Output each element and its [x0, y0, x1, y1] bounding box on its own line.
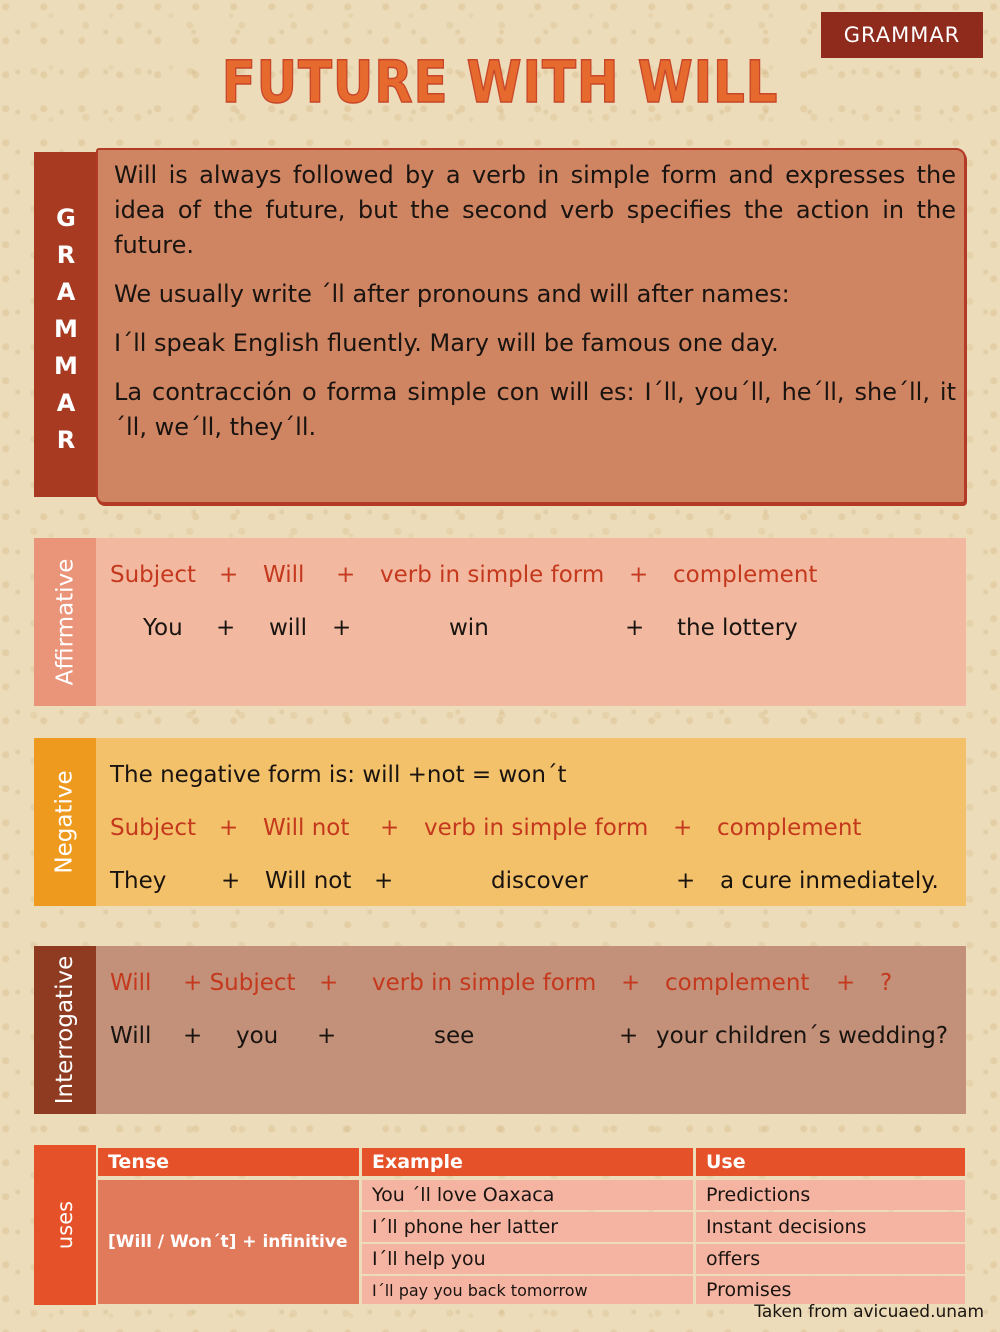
structure-term: complement [665, 970, 810, 996]
negative-label: Negative [52, 770, 79, 874]
table-cell-example: I´ll phone her latter [362, 1212, 693, 1242]
side-letter: G [56, 204, 76, 232]
plus-sign: + [183, 1023, 203, 1049]
grammar-paragraph: Will is always followed by a verb in simple form and expresses the idea of the future, but the second verb specifies the action in the future. [114, 161, 956, 259]
table-cell-use: Predictions [696, 1180, 965, 1210]
plus-sign: + [619, 1023, 639, 1049]
table-cell-example: I´ll help you [362, 1244, 693, 1274]
negative-note: The negative form is: will +not = won´t [110, 762, 567, 788]
plus-sign: + [216, 615, 236, 641]
plus-sign: + [629, 562, 649, 588]
plus-sign: + [221, 868, 241, 894]
example-word: They [110, 868, 167, 894]
structure-term: + Subject [183, 970, 296, 996]
negative-side-label [34, 738, 96, 906]
example-word: discover [491, 868, 588, 894]
grammar-side-letters [34, 200, 98, 459]
affirmative-side-label [34, 538, 96, 706]
side-letter: M [54, 315, 78, 343]
grammar-paragraph: We usually write ´ll after pronouns and will after names: [114, 280, 790, 308]
table-header-tense: Tense [98, 1148, 359, 1176]
example-word: Will not [265, 868, 352, 894]
side-letter: R [56, 426, 76, 454]
page-title: FUTURE WITH WILL [221, 48, 779, 116]
tense-cell: [Will / Won´t] + infinitive [98, 1180, 359, 1304]
table-cell-use: Promises [696, 1276, 965, 1304]
grammar-explanation-card [96, 148, 966, 504]
plus-sign: + [319, 970, 339, 996]
table-cell-use: Instant decisions [696, 1212, 965, 1242]
grammar-paragraph: I´ll speak English fluently. Mary will be famous one day. [114, 329, 779, 357]
structure-term: complement [717, 815, 862, 841]
plus-sign: + [317, 1023, 337, 1049]
structure-term: verb in simple form [372, 970, 597, 996]
grammar-tag: GRAMMAR [821, 12, 983, 58]
plus-sign: + [374, 868, 394, 894]
example-word: win [449, 615, 489, 641]
question-mark: ? [880, 970, 893, 996]
plus-sign: + [625, 615, 645, 641]
plus-sign: + [673, 815, 693, 841]
example-word: see [434, 1023, 475, 1049]
structure-term: Will not [263, 815, 350, 841]
interrogative-side-label [34, 946, 96, 1114]
side-letter: R [56, 241, 76, 269]
table-header-use: Use [696, 1148, 965, 1176]
plus-sign: + [332, 615, 352, 641]
plus-sign: + [836, 970, 856, 996]
side-letter: A [56, 389, 76, 417]
plus-sign: + [219, 562, 239, 588]
affirmative-label: Affirmative [52, 558, 79, 686]
side-letter: M [54, 352, 78, 380]
table-cell-example: You ´ll love Oaxaca [362, 1180, 693, 1210]
example-word: You [143, 615, 183, 641]
example-word: your children´s wedding? [656, 1023, 949, 1049]
side-letter: A [56, 278, 76, 306]
example-word: will [269, 615, 307, 641]
example-word: Will [110, 1023, 152, 1049]
uses-label: uses [53, 1200, 77, 1250]
interrogative-label: Interrogative [52, 955, 78, 1105]
structure-term: Subject [110, 562, 196, 588]
structure-term: verb in simple form [380, 562, 605, 588]
example-word: a cure inmediately. [720, 868, 939, 894]
table-cell-use: offers [696, 1244, 965, 1274]
grammar-paragraph: La contracción o forma simple con will es: I´ll, you´ll, he´ll, she´ll, it´ll, we´ll, they´ll. [114, 378, 956, 441]
plus-sign: + [676, 868, 696, 894]
plus-sign: + [219, 815, 239, 841]
plus-sign: + [336, 562, 356, 588]
table-header-example: Example [362, 1148, 693, 1176]
plus-sign: + [621, 970, 641, 996]
uses-side-label [34, 1145, 96, 1305]
source-credit: Taken from avicuaed.unam [754, 1302, 984, 1322]
structure-term: Will [263, 562, 305, 588]
example-word: the lottery [677, 615, 798, 641]
example-word: you [236, 1023, 279, 1049]
structure-term: Will [110, 970, 152, 996]
structure-term: Subject [110, 815, 196, 841]
structure-term: verb in simple form [424, 815, 649, 841]
structure-term: complement [673, 562, 818, 588]
table-cell-example: I´ll pay you back tomorrow [362, 1276, 693, 1304]
plus-sign: + [380, 815, 400, 841]
